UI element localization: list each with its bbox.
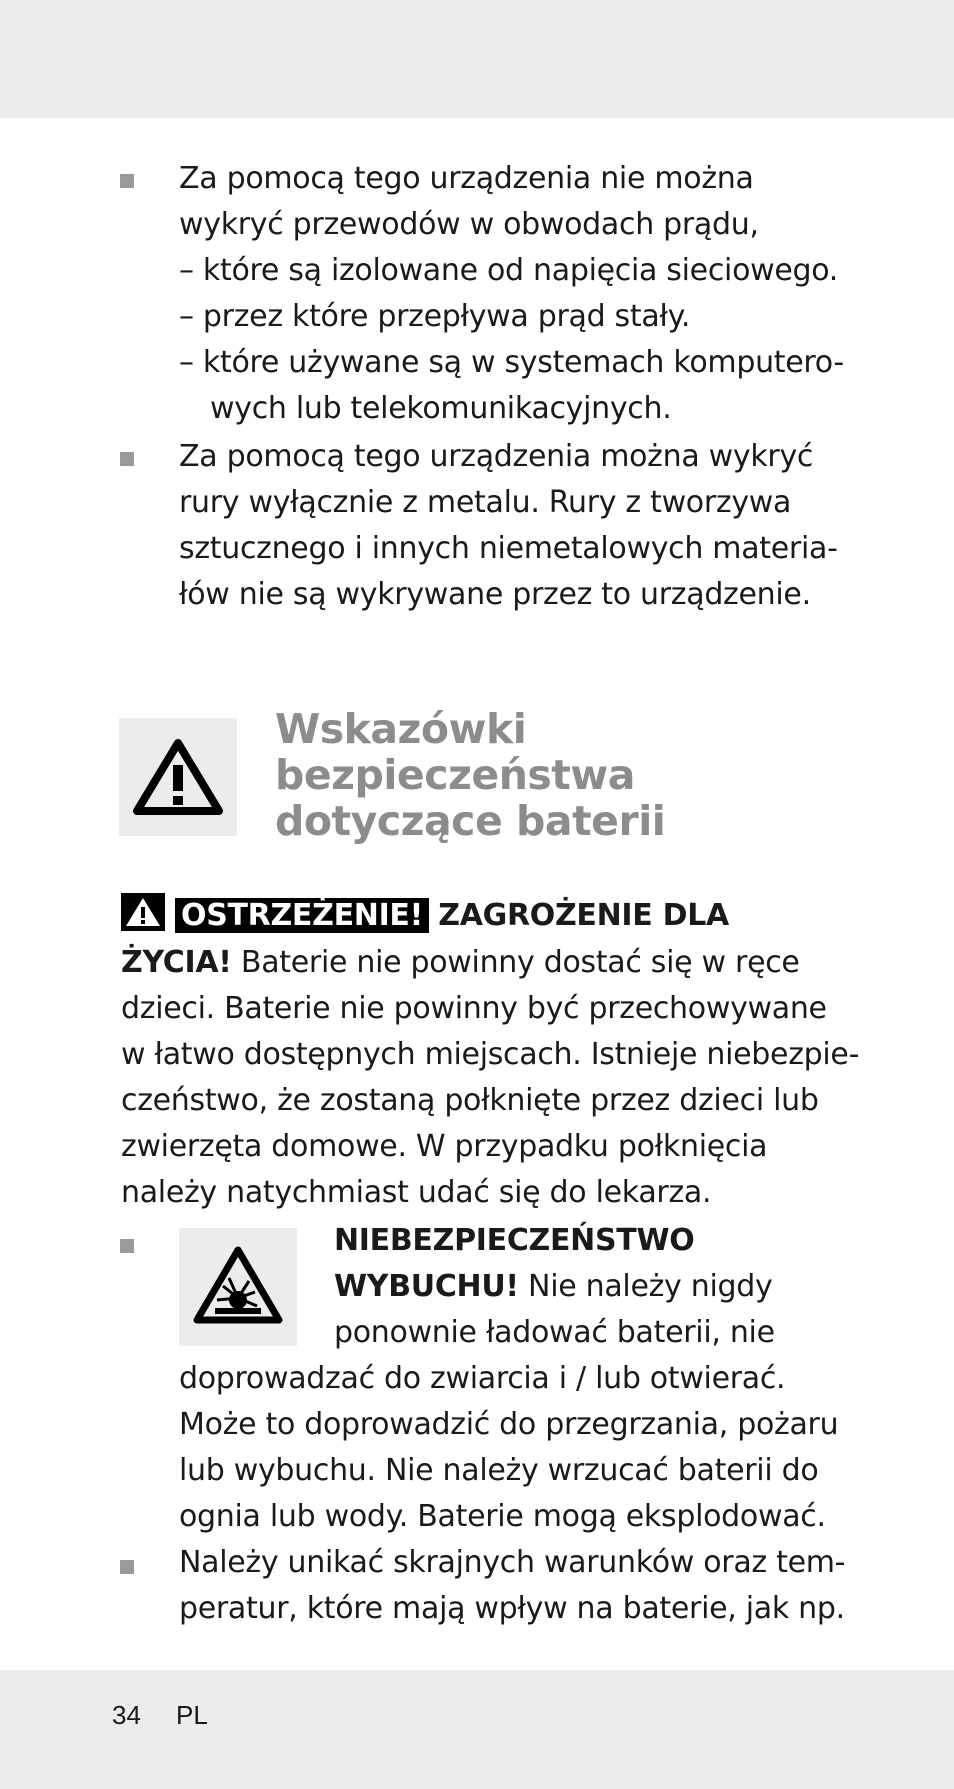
warning-line1 <box>121 940 800 986</box>
bullet-marker <box>120 1239 134 1253</box>
warning-title-line <box>121 893 729 939</box>
explosion-icon-box <box>179 1228 297 1346</box>
language-code: PL <box>176 1700 208 1730</box>
bullet1-dash2: – przez które przepływa prąd stały. <box>179 299 691 334</box>
warning-label: OSTRZEŻENIE! <box>175 898 429 933</box>
warning-title-a: ZAGROŻENIE DLA <box>438 898 729 933</box>
warning-line4: czeństwo, że zostaną połknięte przez dzieci lub <box>121 1083 819 1118</box>
warning-line6: należy natychmiast udać się do lekarza. <box>121 1175 712 1210</box>
warning-line2: dzieci. Baterie nie powinny być przechowywane <box>121 991 827 1026</box>
explosion-line4: doprowadzać do zwiarcia i / lub otwierać. <box>179 1361 786 1396</box>
bullet2-line3: sztucznego i innych niemetalowych materia- <box>179 531 838 566</box>
bullet2-line1: Za pomocą tego urządzenia można wykryć <box>179 439 814 474</box>
bullet-marker <box>120 452 134 466</box>
explosion-title-b: WYBUCHU! <box>334 1269 519 1304</box>
warning-line1-rest: Baterie nie powinny dostać się w ręce <box>231 945 800 980</box>
bullet-marker <box>120 1560 134 1574</box>
warning-triangle-icon <box>133 738 223 816</box>
bullet1-dash1: – które są izolowane od napięcia sieciowego. <box>179 253 839 288</box>
header-band <box>0 0 954 118</box>
explosion-line2 <box>334 1264 772 1310</box>
bullet1-line2: wykryć przewodów w obwodach prądu, <box>179 207 759 242</box>
page-number: 34 <box>112 1700 141 1730</box>
bullet1-line1: Za pomocą tego urządzenia nie można <box>179 161 754 196</box>
explosion-title-a: NIEBEZPIECZEŃSTWO <box>334 1223 695 1258</box>
last-bullet-line1: Należy unikać skrajnych warunków oraz tem- <box>179 1545 846 1580</box>
warning-icon-box <box>119 718 237 836</box>
explosion-line5: Może to doprowadzić do przegrzania, pożaru <box>179 1407 839 1442</box>
section-heading-line3: dotyczące baterii <box>275 797 666 845</box>
last-bullet-line2: peratur, które mają wpływ na baterie, jak np. <box>179 1591 845 1626</box>
explosion-line2-rest: Nie należy nigdy <box>518 1269 773 1304</box>
bullet2-line4: łów nie są wykrywane przez to urządzenie. <box>179 577 811 612</box>
explosion-icon <box>193 1246 283 1326</box>
explosion-line3: ponownie ładować baterii, nie <box>334 1315 775 1350</box>
footer-band <box>0 1670 954 1789</box>
warning-title-b: ŻYCIA! <box>121 945 232 980</box>
section-heading-line2: bezpieczeństwa <box>275 751 635 799</box>
warning-line5: zwierzęta domowe. W przypadku połknięcia <box>121 1129 768 1164</box>
bullet-marker <box>120 174 134 188</box>
bullet1-dash3b: wych lub telekomunikacyjnych. <box>210 391 672 426</box>
bullet2-line2: rury wyłącznie z metalu. Rury z tworzywa <box>179 485 792 520</box>
explosion-line6: lub wybuchu. Nie należy wrzucać baterii do <box>179 1453 819 1488</box>
section-heading-line1: Wskazówki <box>275 705 527 753</box>
warning-small-icon <box>121 893 165 931</box>
warning-line3: w łatwo dostępnych miejscach. Istnieje niebezpie- <box>121 1037 860 1072</box>
explosion-line7: ognia lub wody. Baterie mogą eksplodować. <box>179 1499 826 1534</box>
bullet1-dash3a: – które używane są w systemach komputero- <box>179 345 844 380</box>
